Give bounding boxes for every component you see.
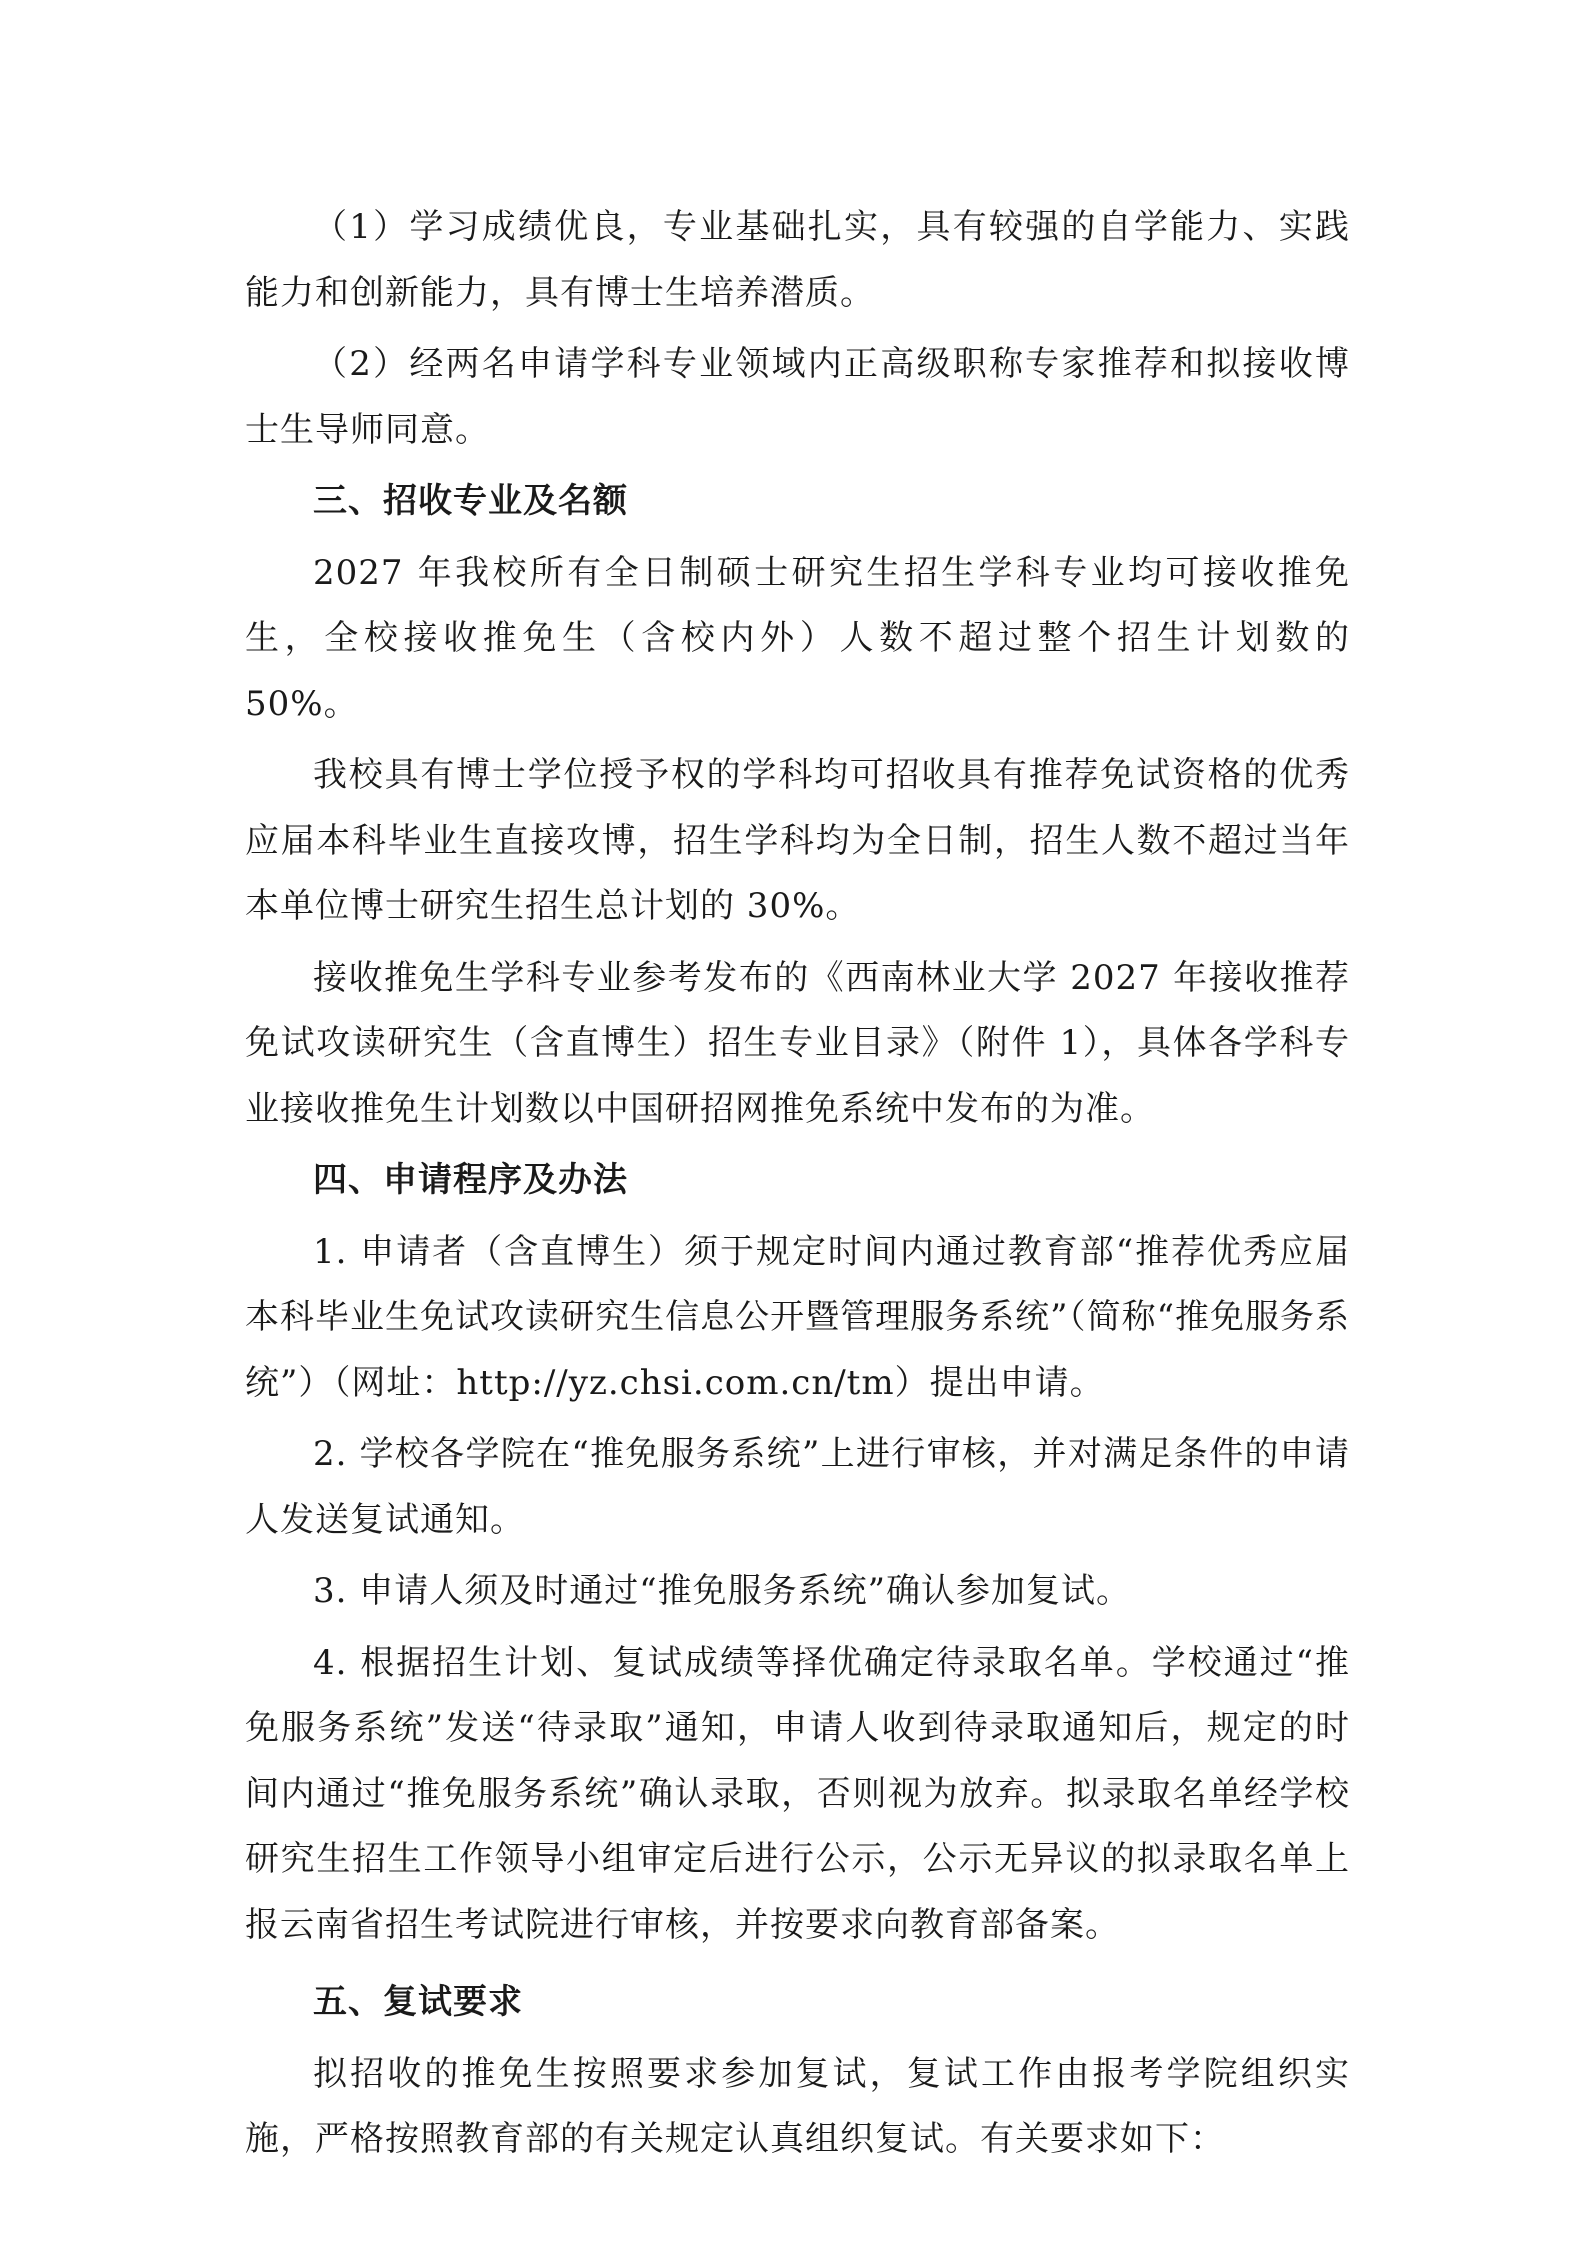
paragraph-criteria-2: （2）经两名申请学科专业领域内正高级职称专家推荐和拟接收博士生导师同意。 [245,344,1350,450]
document-page [245,195,1350,2173]
paragraph-step-1: 1. 申请者（含直博生）须于规定时间内通过教育部“推荐优秀应届本科毕业生免试攻读研究生信息公开暨管理服务系统”（简称“推免服务系统”）（网址：http://yz.chsi.com.cn/tm）提出申请。 [245,1231,1350,1403]
section-heading-3: 三、招收专业及名额 [313,481,628,521]
paragraph-step-3: 3. 申请人须及时通过“推免服务系统”确认参加复试。 [313,1571,1132,1611]
section-heading-5: 五、复试要求 [313,1982,523,2022]
paragraph-master-quota: 2027 年我校所有全日制硕士研究生招生学科专业均可接收推免生，全校接收推免生（含校内外）人数不超过整个招生计划数的 50%。 [245,552,1350,724]
paragraph-criteria-1: （1）学习成绩优良，专业基础扎实，具有较强的自学能力、实践能力和创新能力，具有博士生培养潜质。 [245,207,1350,313]
paragraph-catalog-reference: 接收推免生学科专业参考发布的《西南林业大学 2027 年接收推荐免试攻读研究生（含直博生）招生专业目录》（附件 1），具体各学科专业接收推免生计划数以中国研招网推免系统中发布的为准。 [245,957,1350,1129]
section-heading-4: 四、申请程序及办法 [313,1160,628,1200]
paragraph-step-4: 4. 根据招生计划、复试成绩等择优确定待录取名单。学校通过“推免服务系统”发送“待录取”通知，申请人收到待录取通知后，规定的时间内通过“推免服务系统”确认录取，否则视为放弃。拟录取名单经学校研究生招生工作领导小组审定后进行公示，公示无异议的拟录取名单上报云南省招生考试院进行审核，并按要求向教育部备案。 [245,1642,1350,1945]
paragraph-retest-intro: 拟招收的推免生按照要求参加复试，复试工作由报考学院组织实施，严格按照教育部的有关规定认真组织复试。有关要求如下： [245,2053,1350,2159]
paragraph-phd-quota: 我校具有博士学位授予权的学科均可招收具有推荐免试资格的优秀应届本科毕业生直接攻博，招生学科均为全日制，招生人数不超过当年本单位博士研究生招生总计划的 30%。 [245,755,1350,926]
paragraph-step-2: 2. 学校各学院在“推免服务系统”上进行审核，并对满足条件的申请人发送复试通知。 [245,1434,1350,1540]
